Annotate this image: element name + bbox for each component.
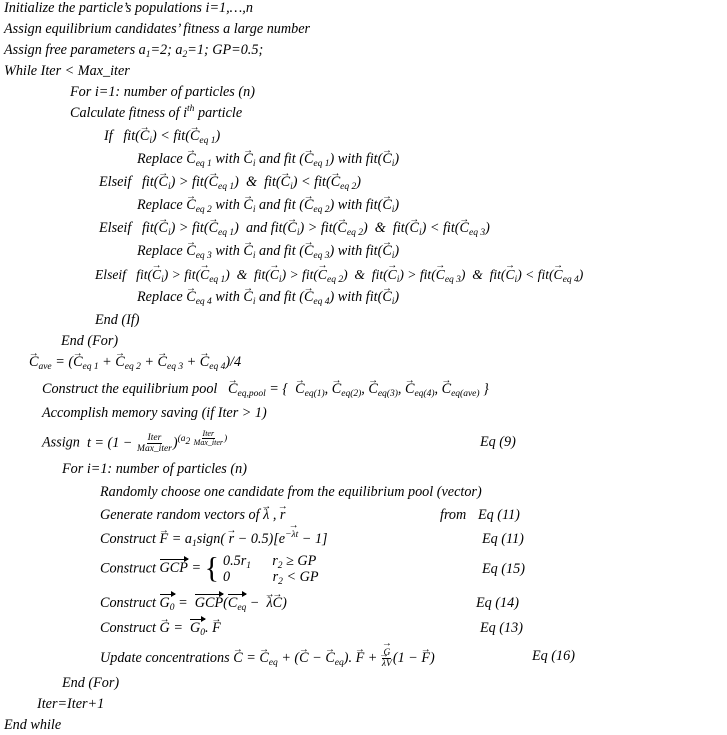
formula-g: → $G = G_0$. → F	[160, 620, 221, 636]
line-replace-3	[137, 243, 399, 260]
kw-replace-4: Replace	[137, 289, 183, 305]
line-replace-2	[137, 197, 399, 214]
line-while: While Iter < Max_iter	[4, 63, 130, 79]
line-construct-f	[100, 531, 720, 548]
line-random-choose: Randomly choose one candidate from the equilibrium pool (vector)	[100, 484, 482, 500]
line-replace-4	[137, 289, 399, 306]
kw-generate: Generate random vectors of	[100, 507, 260, 523]
formula-pool: → $C_{eq,pool}$ = { → $C_{eq(1)}$, → $C_{eq(2)}$, → $C_{eq(3)}$, → $C_{eq(4)}$, → $C_{eq(ave)}$ }	[228, 381, 489, 397]
kw-elseif-1: Elseif	[99, 174, 132, 190]
params-part-b: =2; a	[150, 42, 183, 58]
kw-update: Update concentrations	[100, 649, 230, 666]
formula-replace-2: → $C_{eq 2}$ with → $C_i$ and fit (→ $C_{eq 2}$) with $fit(\to C_i)$	[186, 197, 399, 213]
line-construct-g	[100, 620, 720, 637]
line-end-if: End (If)	[95, 312, 140, 328]
formula-replace-3: → $C_{eq 3}$ with → $C_i$ and fit (→ $C_{eq 3}$) with $fit(\to C_i)$	[186, 243, 399, 259]
kw-elseif-3: Elseif	[95, 267, 126, 282]
line-if	[104, 128, 220, 145]
formula-elseif-2: $fit(\to C_i) > fit(\to C_{eq 1})$ and $fit(\to C_i) > fit(\to C_{eq 2})$ & $fit(\to C_i) < fit(\to C_{eq 3})$	[142, 220, 490, 236]
eq-label-11b: Eq (11)	[482, 531, 524, 547]
line-assign-fitness: Assign equilibrium candidates’ fitness a large number	[4, 21, 311, 37]
kw-if: If	[104, 128, 113, 144]
eq-label-14: Eq (14)	[476, 595, 519, 611]
calc-part-b: th	[187, 104, 195, 114]
eq-label-11a: Eq (11)	[478, 507, 520, 523]
line-end-while: End while	[4, 717, 62, 733]
eq-label-16: Eq (16)	[532, 648, 575, 664]
line-calc-fitness	[70, 105, 242, 122]
line-assign-params: Assign free parameters $a_1=2$; $a_2=1$; GP=0.5;	[4, 42, 264, 60]
line-for-inner: For i=1: number of particles (n)	[62, 461, 247, 477]
kw-construct-f: Construct	[100, 531, 156, 547]
formula-lambda-r: → λ , → r	[263, 507, 285, 523]
line-construct-pool	[42, 381, 489, 398]
calc-part-a: Calculate fitness of i	[70, 105, 188, 121]
line-memory-saving: Accomplish memory saving (if Iter > 1)	[42, 405, 267, 421]
line-end-for-2: End (For)	[62, 675, 120, 691]
kw-construct-gcp: Construct	[100, 560, 156, 577]
kw-construct-pool: Construct the equilibrium pool	[42, 381, 218, 397]
formula-f: → $F = a_1sign( \to r - 0.5)[e^{-\lambda t} - 1]$	[160, 531, 328, 547]
formula-replace-1: → $C_{eq 1}$ with → $C_i$ and fit (→ $C_{eq 1}$) with $fit(\to C_i)$	[186, 151, 399, 167]
formula-gcp: GCP = { $0.5r_1$ $r_2$ ≥ GP 0 $r_2$ < GP	[159, 552, 319, 587]
word-from: from	[440, 507, 467, 523]
formula-c-ave: → $C_{ave}$ = (→ $C_{eq 1}$ + → $C_{eq 2}$ + → $C_{eq 3}$ + → $C_{eq 4})/4$	[29, 354, 241, 370]
formula-elseif-1: $fit(\to C_i) > fit(\to C_{eq 1})$ & $fit(\to C_i) < fit(\to C_{eq 2})$	[142, 174, 361, 190]
params-part-a: Assign free parameters a	[4, 42, 146, 58]
kw-construct-g: Construct	[100, 620, 156, 636]
line-elseif-1	[99, 174, 361, 191]
params-part-c: =1; GP=0.5;	[187, 42, 264, 58]
line-construct-g0	[100, 595, 720, 612]
line-replace-1	[137, 151, 399, 168]
kw-construct-g0: Construct	[100, 595, 156, 611]
formula-g0: $G_0 = GCP(C_{eq}$ − → λ→ C)	[160, 595, 287, 611]
line-update-concentrations	[100, 648, 720, 669]
line-assign-t	[42, 430, 727, 454]
line-elseif-2	[99, 220, 490, 237]
formula-update: → C = → $C_{eq}$ + (→ C − → $C_{eq}$). → F + → G → λV (1 − → F)	[233, 650, 435, 666]
line-initialize: Initialize the particle’s populations i=1,…,n	[4, 0, 253, 16]
formula-t: t = (1 − $\frac{\text{Iter}}{\text{Max\_iter}}$ )$^{(a_2 \frac{\text{Iter}}{\text{Max\_iter}} )}$	[86, 429, 228, 454]
line-for-outer: For i=1: number of particles (n)	[70, 84, 255, 100]
line-iter-increment: Iter=Iter+1	[37, 696, 105, 712]
formula-if: $fit(\to C_i) < fit(\to C_{eq 1})$	[123, 128, 220, 144]
line-end-for-1: End (For)	[61, 333, 119, 349]
kw-replace-3: Replace	[137, 243, 183, 259]
kw-assign: Assign	[42, 434, 80, 451]
eq-label-13: Eq (13)	[480, 620, 523, 636]
formula-elseif-3: $fit(\to C_i) > fit(\to C_{eq 1})$ & $fit(\to C_i) > fit(\to C_{eq 2})$ & $fit(\to C_i) > fit(\to C_{eq 3})$ & $fit(\to C_i) < fit(\to C_{eq 4})$	[136, 267, 583, 282]
eq-label-9: Eq (9)	[480, 434, 516, 450]
eq-label-15: Eq (15)	[482, 561, 525, 577]
line-construct-gcp	[100, 553, 720, 589]
kw-replace-1: Replace	[137, 151, 183, 167]
kw-elseif-2: Elseif	[99, 220, 132, 236]
line-elseif-3	[95, 266, 583, 283]
kw-replace-2: Replace	[137, 197, 183, 213]
line-generate-random	[100, 507, 720, 524]
calc-part-c: particle	[194, 105, 243, 121]
line-c-ave	[29, 354, 241, 371]
formula-replace-4: → $C_{eq 4}$ with → $C_i$ and fit (→ $C_{eq 4}$) with $fit(\to C_i)$	[186, 289, 399, 305]
